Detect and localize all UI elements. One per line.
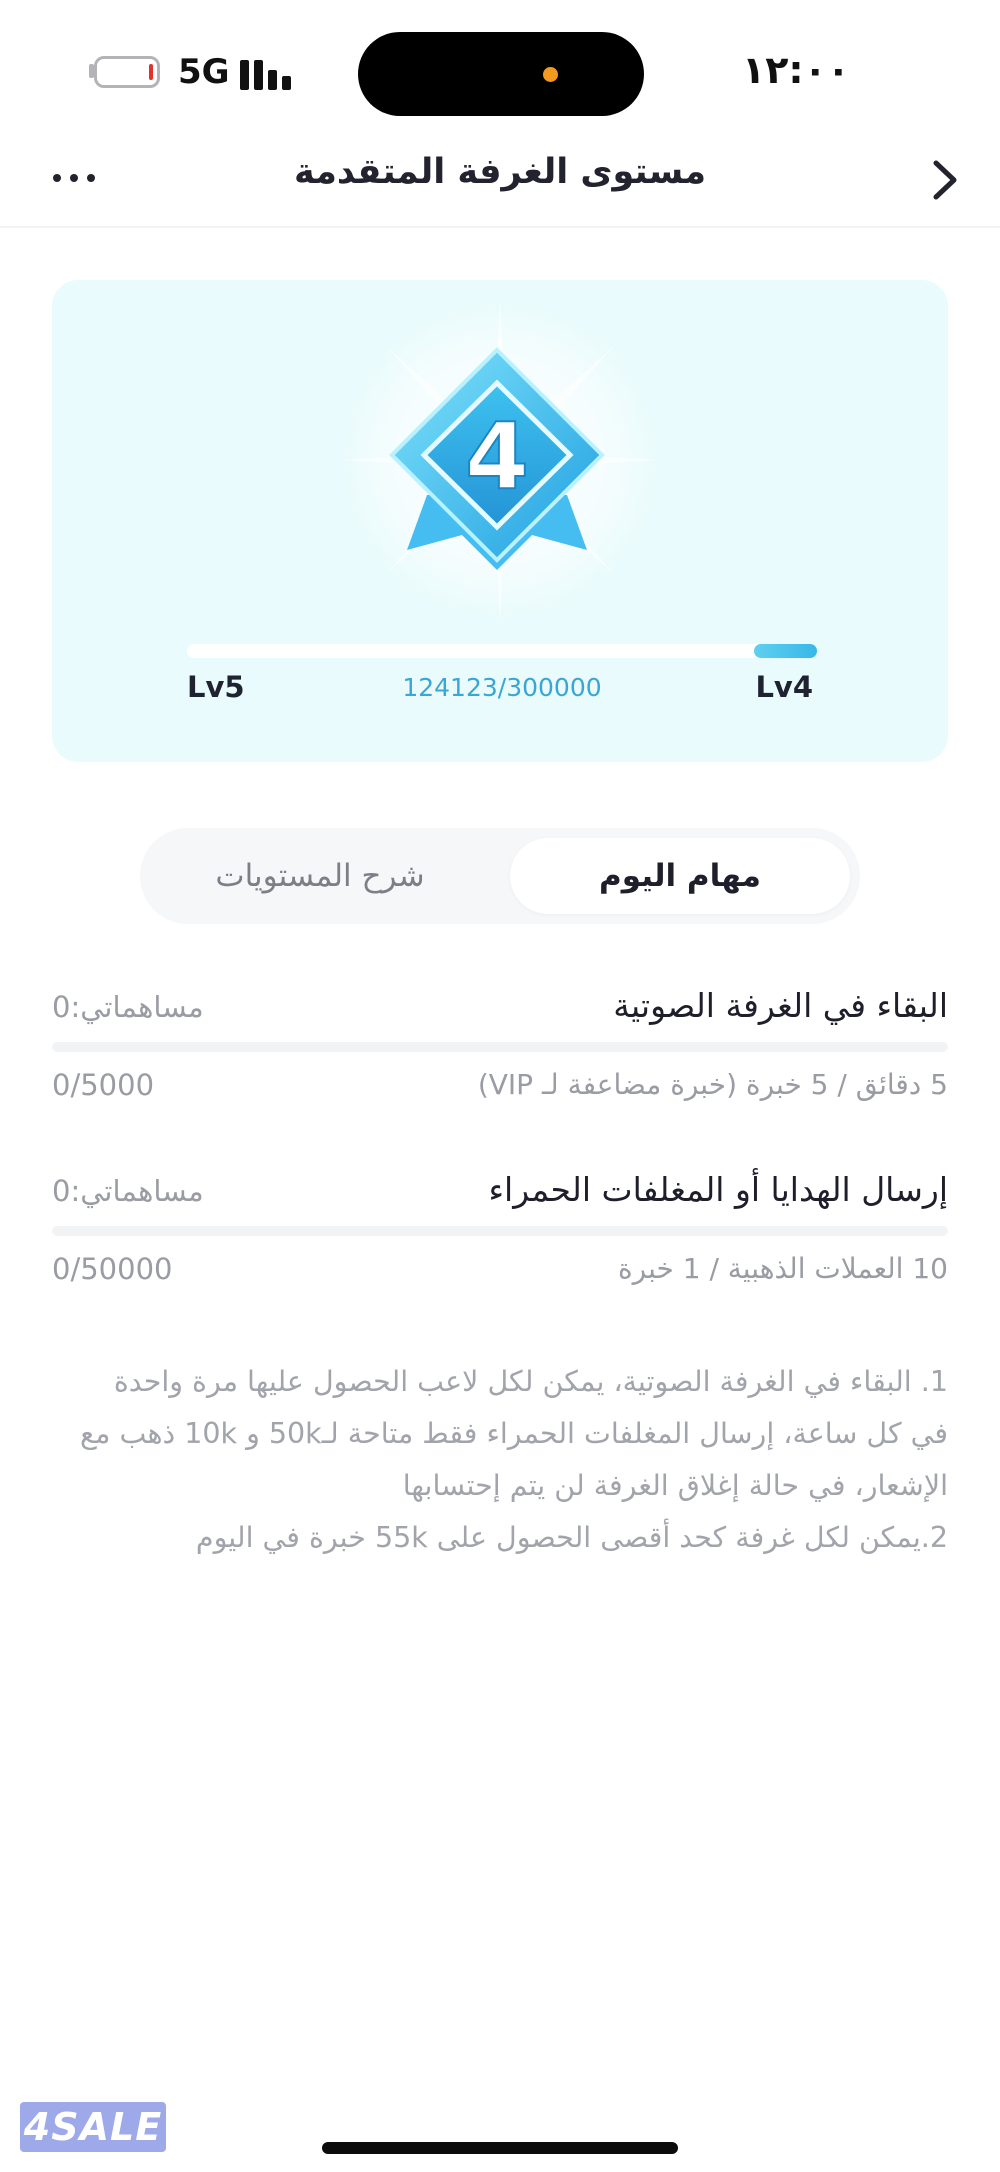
svg-text:4: 4 — [464, 403, 530, 510]
more-dots-icon — [50, 158, 100, 198]
task-progress: 0/5000 — [52, 1068, 155, 1102]
current-level-label: Lv4 — [755, 670, 813, 704]
dynamic-island — [358, 32, 644, 116]
home-indicator[interactable] — [322, 2142, 678, 2154]
tab-bar — [140, 828, 860, 924]
task-progress-bar — [52, 1226, 948, 1236]
level-progress-fill — [754, 644, 817, 658]
camera-indicator-dot — [543, 67, 558, 82]
level-progress-track — [187, 644, 817, 658]
task-contribution: مساهماتي:0 — [52, 990, 204, 1024]
page-title: مستوى الغرفة المتقدمة — [294, 152, 706, 192]
tab-daily-tasks[interactable]: مهام اليوم — [510, 838, 850, 914]
task-progress: 0/50000 — [52, 1252, 173, 1286]
network-label: 5G — [178, 52, 230, 92]
battery-icon — [94, 56, 160, 88]
task-title: إرسال الهدايا أو المغلفات الحمراء — [488, 1170, 948, 1209]
battery-level — [149, 64, 153, 80]
task-rule: 5 دقائق / 5 خبرة (خبرة مضاعفة لـ VIP) — [477, 1068, 948, 1101]
task-title: البقاء في الغرفة الصوتية — [613, 986, 948, 1025]
task-contribution: مساهماتي:0 — [52, 1174, 204, 1208]
signal-bars-icon — [240, 56, 296, 90]
task-rule: 10 العملات الذهبية / 1 خبرة — [617, 1252, 948, 1285]
level-badge-icon — [382, 345, 612, 585]
next-level-label: Lv5 — [187, 670, 245, 704]
header-divider — [0, 226, 1000, 228]
back-button[interactable] — [926, 155, 966, 205]
note-item: 2.يمكن لكل غرفة كحد أقصى الحصول على 55k خبرة في اليوم — [195, 1521, 948, 1554]
level-card — [52, 280, 948, 762]
tab-levels-explanation[interactable]: شرح المستويات — [215, 858, 425, 894]
chevron-right-icon — [926, 155, 966, 205]
task-progress-bar — [52, 1042, 948, 1052]
more-button[interactable] — [50, 158, 100, 198]
status-time: ١٢:٠٠ — [742, 48, 850, 92]
watermark-logo: 4SALE — [20, 2102, 166, 2152]
exp-counter: 124123/300000 — [402, 673, 602, 702]
rules-notes — [80, 1356, 948, 1564]
note-item: 1. البقاء في الغرفة الصوتية، يمكن لكل لاعب الحصول عليها مرة واحدة في كل ساعة، إرسال المغلفات الحمراء فقط متاحة لـ50k و 10k ذهب مع الإشعار، في حالة إغلاق الغرفة لن يتم إحتسابها — [79, 1365, 948, 1502]
